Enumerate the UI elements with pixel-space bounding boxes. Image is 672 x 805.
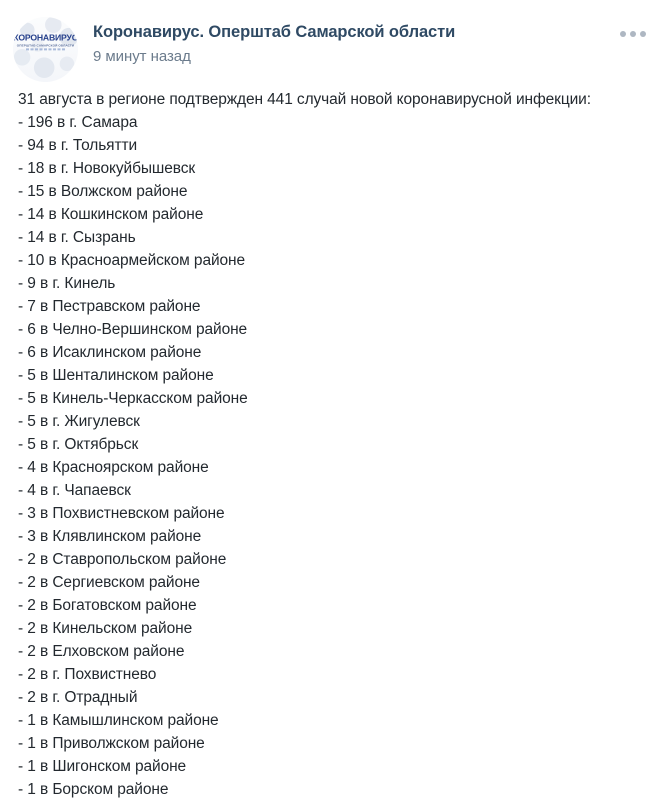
case-list-item: - 7 в Пестравском районе xyxy=(18,298,201,315)
case-list-item: - 5 в Кинель-Черкасском районе xyxy=(18,390,248,407)
case-list-item: - 196 в г. Самара xyxy=(18,114,138,131)
case-list-item: - 5 в г. Жигулевск xyxy=(18,413,140,430)
case-list-item: - 9 в г. Кинель xyxy=(18,275,116,292)
case-list-item: - 1 в Шигонском районе xyxy=(18,758,187,775)
avatar-logo-divider xyxy=(26,49,66,51)
post-intro-text: 31 августа в регионе подтвержден 441 случай новой коронавирусной инфекции: xyxy=(18,91,591,108)
case-list-item: - 4 в г. Чапаевск xyxy=(18,482,131,499)
post-timestamp[interactable]: 9 минут назад xyxy=(93,48,191,65)
more-dot-2 xyxy=(630,31,636,37)
case-list-item: - 2 в г. Похвистнево xyxy=(18,666,157,683)
case-list-item: - 14 в г. Сызрань xyxy=(18,229,136,246)
author-name[interactable]: Коронавирус. Оперштаб Самарской области xyxy=(93,23,456,41)
case-list-item: - 18 в г. Новокуйбышевск xyxy=(18,160,196,177)
case-list-item: - 1 в Приволжском районе xyxy=(18,735,205,752)
case-list-item: - 94 в г. Тольятти xyxy=(18,137,138,154)
post-body xyxy=(0,88,672,801)
avatar-logo-title: КОРОНАВИРУС xyxy=(13,32,78,43)
case-list-item: - 14 в Кошкинском районе xyxy=(18,206,204,223)
case-list-item: - 2 в Кинельском районе xyxy=(18,620,193,637)
case-list-item: - 3 в Похвистневском районе xyxy=(18,505,225,522)
case-list-item: - 5 в Шенталинском районе xyxy=(18,367,214,384)
case-list xyxy=(18,111,658,801)
case-list-item: - 6 в Исаклинском районе xyxy=(18,344,202,361)
more-dot-1 xyxy=(620,31,626,37)
avatar-logo-subtitle: ОПЕРШТАБ САМАРСКОЙ ОБЛАСТИ xyxy=(16,43,75,48)
avatar[interactable] xyxy=(13,17,78,82)
case-list-item: - 3 в Клявлинском районе xyxy=(18,528,202,545)
case-list-item: - 2 в Ставропольском районе xyxy=(18,551,227,568)
case-list-item: - 10 в Красноармейском районе xyxy=(18,252,246,269)
post-header-text xyxy=(93,17,455,67)
case-list-item: - 1 в Борском районе xyxy=(18,781,169,798)
case-list-item: - 2 в Сергиевском районе xyxy=(18,574,200,591)
avatar-logo xyxy=(13,34,78,51)
case-list-item: - 2 в Елховском районе xyxy=(18,643,185,660)
case-list-item: - 1 в Камышлинском районе xyxy=(18,712,219,729)
post-header xyxy=(0,0,672,88)
more-dot-3 xyxy=(640,31,646,37)
more-options-icon[interactable] xyxy=(616,27,650,41)
case-list-item: - 2 в Богатовском районе xyxy=(18,597,197,614)
case-list-item: - 2 в г. Отрадный xyxy=(18,689,138,706)
case-list-item: - 15 в Волжском районе xyxy=(18,183,188,200)
case-list-item: - 5 в г. Октябрьск xyxy=(18,436,139,453)
case-list-item: - 4 в Красноярском районе xyxy=(18,459,209,476)
case-list-item: - 6 в Челно-Вершинском районе xyxy=(18,321,248,338)
